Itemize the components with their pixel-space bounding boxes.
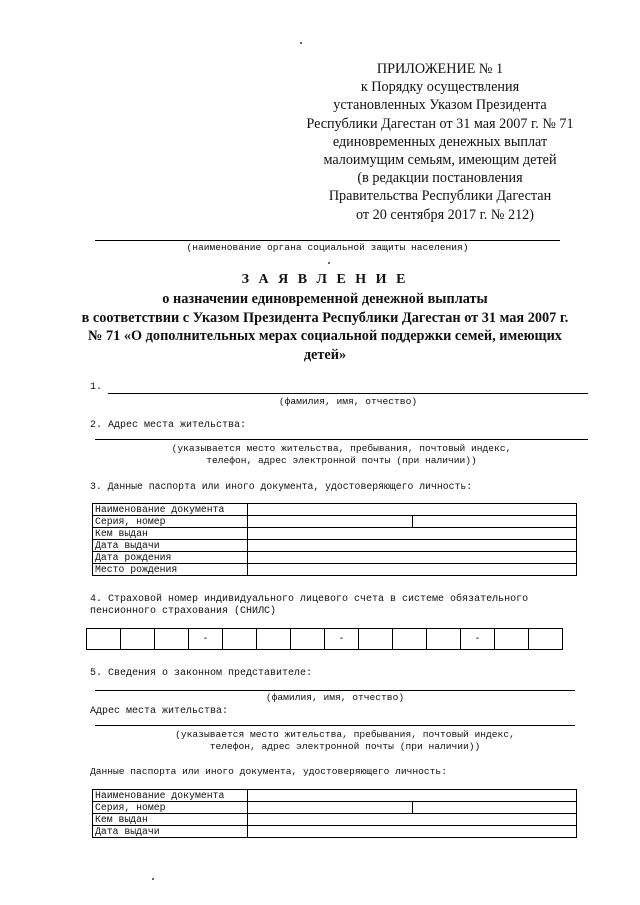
- table-row: [93, 552, 577, 564]
- table-row: [93, 504, 577, 516]
- appendix-header: [300, 60, 580, 224]
- snils-separator: -: [461, 629, 495, 650]
- document-subtitle: [60, 290, 590, 364]
- snils-digit-cell[interactable]: [155, 629, 189, 650]
- snils-label-2: пенсионного страхования (СНИЛС): [90, 606, 277, 617]
- row-label: Наименование документа: [93, 504, 248, 516]
- fio-caption: (фамилия, имя, отчество): [278, 396, 418, 407]
- table-row: [93, 826, 577, 838]
- subtitle-line: в соответствии с Указом Президента Республики Дагестан от 31 мая 2007 г.: [81, 309, 569, 326]
- appendix-line: к Порядку осуществления: [360, 79, 520, 96]
- snils-digit-cell[interactable]: [529, 629, 563, 650]
- row-label: Дата выдачи: [93, 826, 248, 838]
- snils-label-1: 4. Страховой номер индивидуального лицевого счета в системе обязательного: [90, 594, 529, 605]
- snils-digit-cell[interactable]: [121, 629, 155, 650]
- appendix-line: единовременных денежных выплат: [332, 133, 548, 150]
- snils-digit-cell[interactable]: [427, 629, 461, 650]
- representative-passport-label: Данные паспорта или иного документа, удостоверяющего личность:: [90, 766, 447, 777]
- passport-table: [92, 503, 577, 576]
- birth-date-cell[interactable]: [248, 552, 577, 564]
- issued-by-cell[interactable]: [248, 528, 577, 540]
- table-row: [93, 802, 577, 814]
- table-row: [93, 564, 577, 576]
- address-label: 2. Адрес места жительства:: [90, 420, 247, 431]
- row-label: Наименование документа: [93, 790, 248, 802]
- row-label: Дата рождения: [93, 552, 248, 564]
- table-row: [93, 528, 577, 540]
- number-cell[interactable]: [413, 516, 577, 528]
- doc-name-cell[interactable]: [248, 504, 577, 516]
- passport-label: 3. Данные паспорта или иного документа, удостоверяющего личность:: [90, 481, 473, 492]
- representative-fio-field[interactable]: [95, 690, 575, 691]
- appendix-line: (в редакции постановления: [357, 170, 523, 187]
- snils-separator: -: [325, 629, 359, 650]
- row-label: Место рождения: [93, 564, 248, 576]
- organ-name-field[interactable]: [95, 240, 560, 241]
- representative-address-caption-2: телефон, адрес электронной почты (при наличии)): [209, 741, 481, 752]
- snils-digit-cell[interactable]: [291, 629, 325, 650]
- row-label: Дата выдачи: [93, 540, 248, 552]
- snils-separator: -: [189, 629, 223, 650]
- table-row: [93, 516, 577, 528]
- issued-by-cell[interactable]: [248, 814, 577, 826]
- organ-caption: (наименование органа социальной защиты населения): [186, 242, 469, 253]
- appendix-line: малоимущим семьям, имеющим детей: [323, 152, 557, 169]
- series-cell[interactable]: [248, 802, 413, 814]
- snils-digit-cell[interactable]: [393, 629, 427, 650]
- table-row: [93, 790, 577, 802]
- document-title: З А Я В Л Е Н И Е: [241, 272, 409, 287]
- subtitle-line: № 71 «О дополнительных мерах социальной поддержки семей, имеющих: [88, 328, 562, 344]
- row-label: Серия, номер: [93, 802, 248, 814]
- doc-name-cell[interactable]: [248, 790, 577, 802]
- snils-digit-cell[interactable]: [223, 629, 257, 650]
- row-label: Серия, номер: [93, 516, 248, 528]
- scan-speck: [152, 878, 154, 880]
- appendix-line: от 20 сентября 2017 г. № 212): [356, 206, 534, 223]
- snils-digit-cell[interactable]: [359, 629, 393, 650]
- representative-address-caption-1: (указывается место жительства, пребывания, почтовый индекс,: [175, 729, 515, 740]
- representative-address-field[interactable]: [95, 725, 575, 726]
- table-row: [93, 540, 577, 552]
- subtitle-line: детей»: [303, 346, 347, 363]
- snils-digit-cell[interactable]: [257, 629, 291, 650]
- snils-digit-cell[interactable]: [87, 629, 121, 650]
- row-label: Кем выдан: [93, 528, 248, 540]
- snils-grid: [86, 628, 563, 650]
- appendix-line: Республики Дагестан от 31 мая 2007 г. № 71: [306, 115, 574, 132]
- representative-label: 5. Сведения о законном представителе:: [90, 668, 313, 679]
- scan-speck: [328, 262, 330, 264]
- representative-fio-caption: (фамилия, имя, отчество): [265, 692, 405, 703]
- representative-passport-table: [92, 789, 577, 838]
- issue-date-cell[interactable]: [248, 826, 577, 838]
- appendix-line: Правительства Республики Дагестан: [328, 188, 552, 205]
- series-cell[interactable]: [248, 516, 413, 528]
- number-cell[interactable]: [413, 802, 577, 814]
- appendix-line: ПРИЛОЖЕНИЕ № 1: [376, 61, 504, 77]
- row-label: Кем выдан: [93, 814, 248, 826]
- representative-address-label: Адрес места жительства:: [90, 706, 229, 717]
- section1-number: 1.: [90, 382, 103, 393]
- snils-digit-cell[interactable]: [495, 629, 529, 650]
- applicant-fio-field[interactable]: [108, 393, 588, 394]
- address-caption-1: (указывается место жительства, пребывания, почтовый индекс,: [171, 443, 512, 454]
- table-row: [93, 814, 577, 826]
- subtitle-line: о назначении единовременной денежной выплаты: [162, 291, 488, 307]
- address-field[interactable]: [95, 439, 588, 440]
- scan-speck: [300, 42, 302, 44]
- issue-date-cell[interactable]: [248, 540, 577, 552]
- address-caption-2: телефон, адрес электронной почты (при наличии)): [206, 455, 477, 466]
- appendix-line: установленных Указом Президента: [333, 97, 547, 114]
- birth-place-cell[interactable]: [248, 564, 577, 576]
